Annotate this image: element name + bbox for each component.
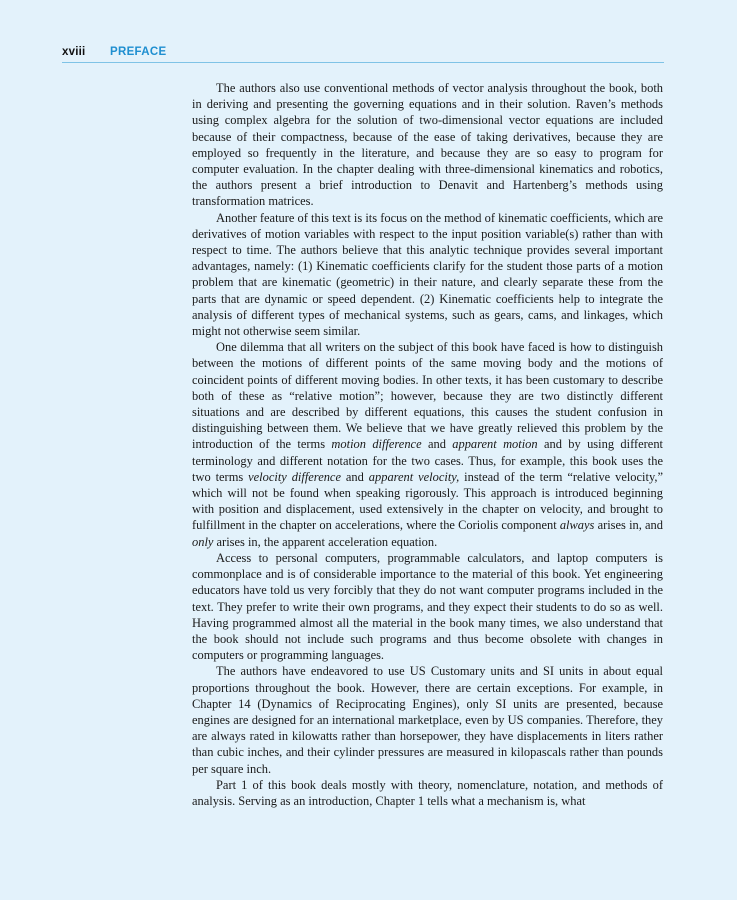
text-run: One dilemma that all writers on the subject of this book have faced is how to distinguish between the motions of different points of the same moving body and the motions of coincident points of different moving bodies. In other texts, it has been customary to describe both of these as “relative motion”; however, because they are two distinctly different situations and are described by different equations, this causes the student confusion in distinguishing between them. We believe that we have greatly relieved this problem by the introduction of the terms	[192, 340, 663, 452]
paragraph	[192, 210, 663, 340]
emphasized-term: only	[192, 534, 214, 549]
emphasized-term: always	[559, 518, 595, 533]
text-run: and by using different terminology and different notation for the two cases. Thus, for example, this book uses the two terms	[192, 437, 663, 484]
text-run: The authors have endeavored to use US Customary units and SI units in about equal proportions throughout the book. However, there are certain exceptions. For example, in Chapter 14 (Dynamics of Reciprocating Engines), only SI units are presented, because engines are designed for an international marketplace, even by US companies. Therefore, they are always rated in kilowatts rather than horsepower, they have displacements in liters rather than cubic inches, and their cylinder pressures are measured in kilopascals rather than pounds per square inch.	[192, 664, 663, 776]
section-title: PREFACE	[110, 46, 167, 58]
text-run: Access to personal computers, programmable calculators, and laptop computers is commonplace and is of considerable importance to the material of this book. Yet engineering educators have told us very forcibly that they do not want computer programs included in the text. They prefer to write their own programs, and they expect their students to do so as well. Having programmed almost all the material in the book many times, we also understand that the book should not include such programs and thus become obsolete with changes in computers or programming languages.	[192, 550, 663, 663]
paragraph	[192, 339, 663, 550]
emphasized-term: motion difference	[331, 437, 422, 452]
text-run: Part 1 of this book deals mostly with theory, nomenclature, notation, and methods of analysis. Serving as an introduction, Chapter 1 tells what a mechanism is, what	[192, 777, 663, 808]
paragraph	[192, 663, 663, 776]
emphasized-term: apparent motion	[452, 437, 538, 452]
text-run: The authors also use conventional methods of vector analysis throughout the book, both in deriving and presenting the governing equations and in their solution. Raven’s methods using complex algebra for the solution of two-dimensional vector equations are included because of their compactness, because of the ease of taking derivatives, because they are employed so frequently in the literature, and because they are so easy to program for computer evaluation. In the chapter dealing with three-dimensional kinematics and robotics, the authors present a brief introduction to Denavit and Hartenberg’s methods using transformation matrices.	[192, 81, 663, 209]
page-number: xviii	[62, 46, 86, 58]
emphasized-term: apparent velocity,	[368, 469, 460, 484]
emphasized-term: velocity difference	[248, 469, 341, 484]
text-run: arises in, the apparent acceleration equation.	[213, 534, 438, 549]
text-run: and	[340, 469, 369, 484]
text-run: instead of the term “relative velocity,” which will not be found when speaking rigorously. This approach is introduced beginning with position and displacement, used extensively in the chapter on velocity, and brought to fulfillment in the chapter on accelerations, where the Coriolis component	[192, 469, 663, 533]
paragraph	[192, 550, 663, 663]
text-run: arises in, and	[594, 518, 663, 533]
body-text	[192, 80, 663, 809]
running-head	[62, 46, 664, 63]
text-run: and	[421, 437, 453, 452]
text-run: Another feature of this text is its focus on the method of kinematic coefficients, which are derivatives of motion variables with respect to the input position variable(s) rather than with respect to time. The authors believe that this analytic technique provides several important advantages, namely: (1) Kinematic coefficients clarify for the student those parts of a motion problem that are kinematic (geometric) in their nature, and clearly separate these from the parts that are dynamic or speed dependent. (2) Kinematic coefficients help to integrate the analysis of different types of mechanical systems, such as gears, cams, and linkages, which might not otherwise seem similar.	[192, 210, 663, 339]
paragraph	[192, 80, 663, 210]
paragraph	[192, 777, 663, 809]
